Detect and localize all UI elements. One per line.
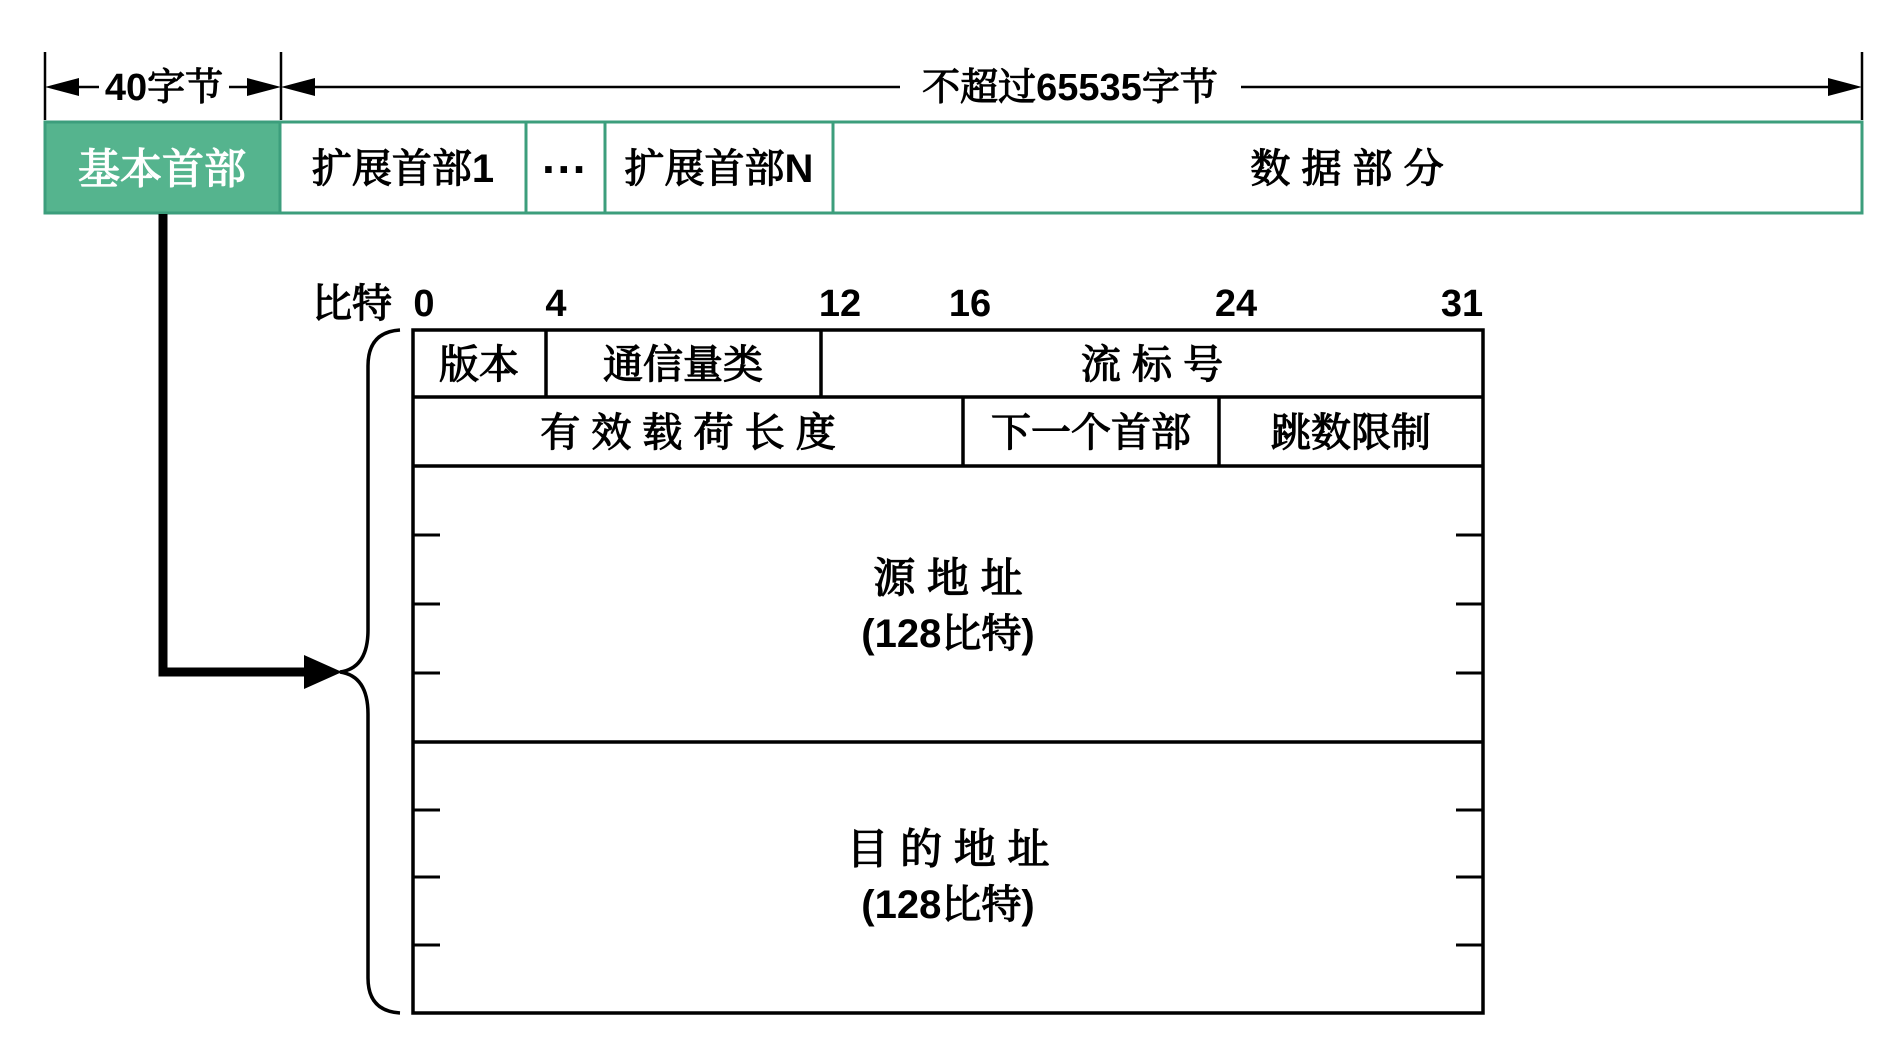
bit-tick-16: 16	[948, 283, 992, 325]
dimension-label-40bytes: 40字节	[104, 67, 224, 109]
hop-limit-cell-label: 跳数限制	[1271, 411, 1431, 455]
elbow-arrowhead-icon	[304, 655, 342, 689]
word-ticks-right	[1456, 535, 1483, 945]
data-part-label: 数 据 部 分	[1250, 147, 1444, 191]
ellipsis-label: ···	[542, 143, 588, 195]
basic-header-label: 基本首部	[77, 145, 247, 193]
arrowhead-right-icon	[1828, 78, 1862, 96]
source-address-label: 源 地 址	[873, 554, 1023, 602]
dimension-label-max-bytes: 不超过65535字节	[922, 67, 1218, 109]
traffic-class-cell-label: 通信量类	[603, 343, 763, 387]
arrowhead-right-icon	[247, 78, 281, 96]
packet-structure-row	[45, 122, 1862, 213]
ext-header-n-label: 扩展首部N	[624, 147, 814, 191]
version-cell-label: 版本	[439, 343, 519, 387]
next-header-cell-label: 下一个首部	[991, 411, 1191, 455]
ext-header-1-label: 扩展首部1	[311, 147, 495, 191]
payload-length-cell-label: 有 效 载 荷 长 度	[540, 411, 836, 455]
bit-tick-12: 12	[818, 283, 862, 325]
dest-address-label: 目 的 地 址	[846, 825, 1050, 873]
source-address-bits-label: (128比特)	[861, 612, 1035, 656]
dimension-arrow-40bytes	[45, 67, 281, 109]
word-ticks-left	[413, 535, 440, 945]
bit-tick-24: 24	[1214, 283, 1258, 325]
header-table	[413, 330, 1483, 1013]
dimension-arrow-max-bytes	[281, 67, 1862, 109]
arrowhead-left-icon	[45, 78, 79, 96]
flow-label-cell-label: 流 标 号	[1080, 343, 1224, 387]
curly-brace	[340, 330, 400, 1013]
bits-label: 比特	[312, 282, 392, 326]
bit-tick-31: 31	[1440, 283, 1484, 325]
dest-address-bits-label: (128比特)	[861, 883, 1035, 927]
arrowhead-left-icon	[281, 78, 315, 96]
bit-tick-4: 4	[545, 283, 567, 325]
bit-scale	[312, 282, 1483, 326]
bit-tick-0: 0	[413, 283, 435, 325]
elbow-arrow-line	[163, 214, 310, 672]
